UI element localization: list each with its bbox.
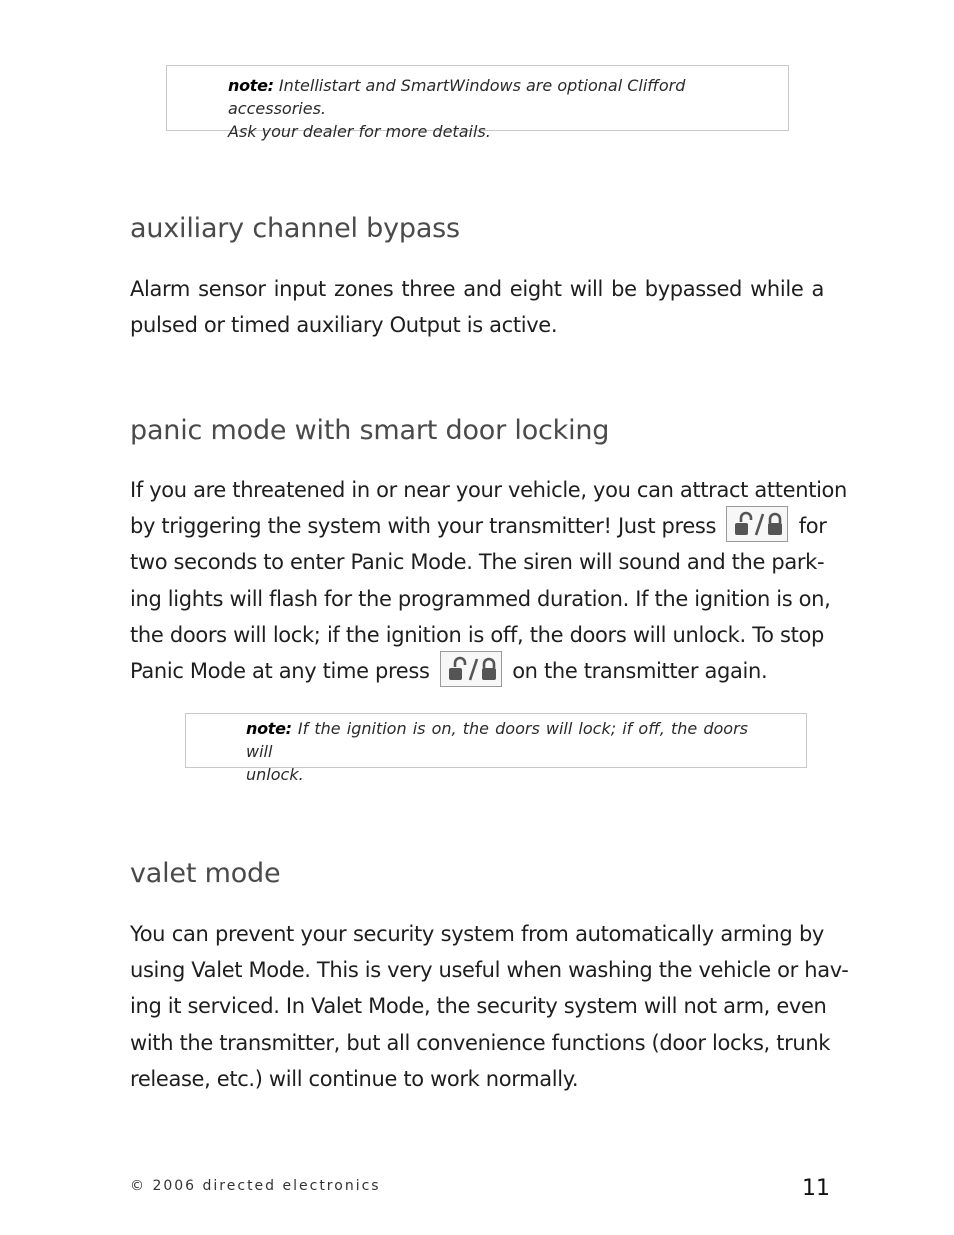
note-box-ignition	[185, 713, 807, 784]
note-label: note:	[246, 719, 292, 738]
text-line: two seconds to enter Panic Mode. The siren will sound and the park-	[130, 550, 825, 575]
text-line: using Valet Mode. This is very useful when washing the vehicle or hav-	[130, 958, 849, 983]
text-fragment: for	[798, 514, 827, 539]
page-number: 11	[802, 1176, 830, 1201]
section-heading-panic: panic mode with smart door locking	[130, 415, 610, 446]
section-heading-aux: auxiliary channel bypass	[130, 213, 460, 244]
text-line: release, etc.) will continue to work normally.	[130, 1066, 579, 1091]
note-line	[246, 717, 748, 763]
text-line	[130, 653, 824, 689]
note-line: Ask your dealer for more details.	[228, 122, 491, 141]
section-heading-valet: valet mode	[130, 858, 281, 889]
text-line: pulsed or timed auxiliary Output is active.	[130, 313, 558, 338]
text-line: with the transmitter, but all convenience functions (door locks, trunk	[130, 1030, 831, 1055]
lock-unlock-icon	[440, 651, 502, 687]
text-fragment: on the transmitter again.	[512, 659, 768, 684]
text-line: If you are threatened in or near your vehicle, you can attract attention	[130, 478, 848, 502]
paragraph-valet	[130, 916, 849, 1097]
text-line: You can prevent your security system from automatically arming by	[130, 922, 824, 946]
text-line: ing it serviced. In Valet Mode, the security system will not arm, even	[130, 994, 827, 1019]
paragraph-panic	[130, 472, 848, 689]
text-line	[130, 508, 827, 544]
note-box-accessories	[166, 65, 789, 141]
note-text: Intellistart and SmartWindows are optional Clifford accessories.	[228, 76, 686, 118]
note-line: unlock.	[246, 765, 304, 784]
note-label: note:	[228, 76, 274, 95]
text-line: ing lights will flash for the programmed duration. If the ignition is on,	[130, 586, 831, 611]
text-line: Alarm sensor input zones three and eight will be bypassed while a	[130, 277, 824, 301]
text-line: the doors will lock; if the ignition is off, the doors will unlock. To stop	[130, 622, 824, 647]
lock-unlock-icon	[726, 506, 788, 542]
note-line	[228, 74, 768, 120]
paragraph-aux	[130, 271, 824, 343]
text-fragment: Panic Mode at any time press	[130, 659, 430, 684]
note-text: If the ignition is on, the doors will lock; if off, the doors will	[246, 719, 748, 761]
text-fragment: by triggering the system with your transmitter! Just press	[130, 514, 717, 539]
footer-copyright: © 2006 directed electronics	[130, 1178, 381, 1194]
